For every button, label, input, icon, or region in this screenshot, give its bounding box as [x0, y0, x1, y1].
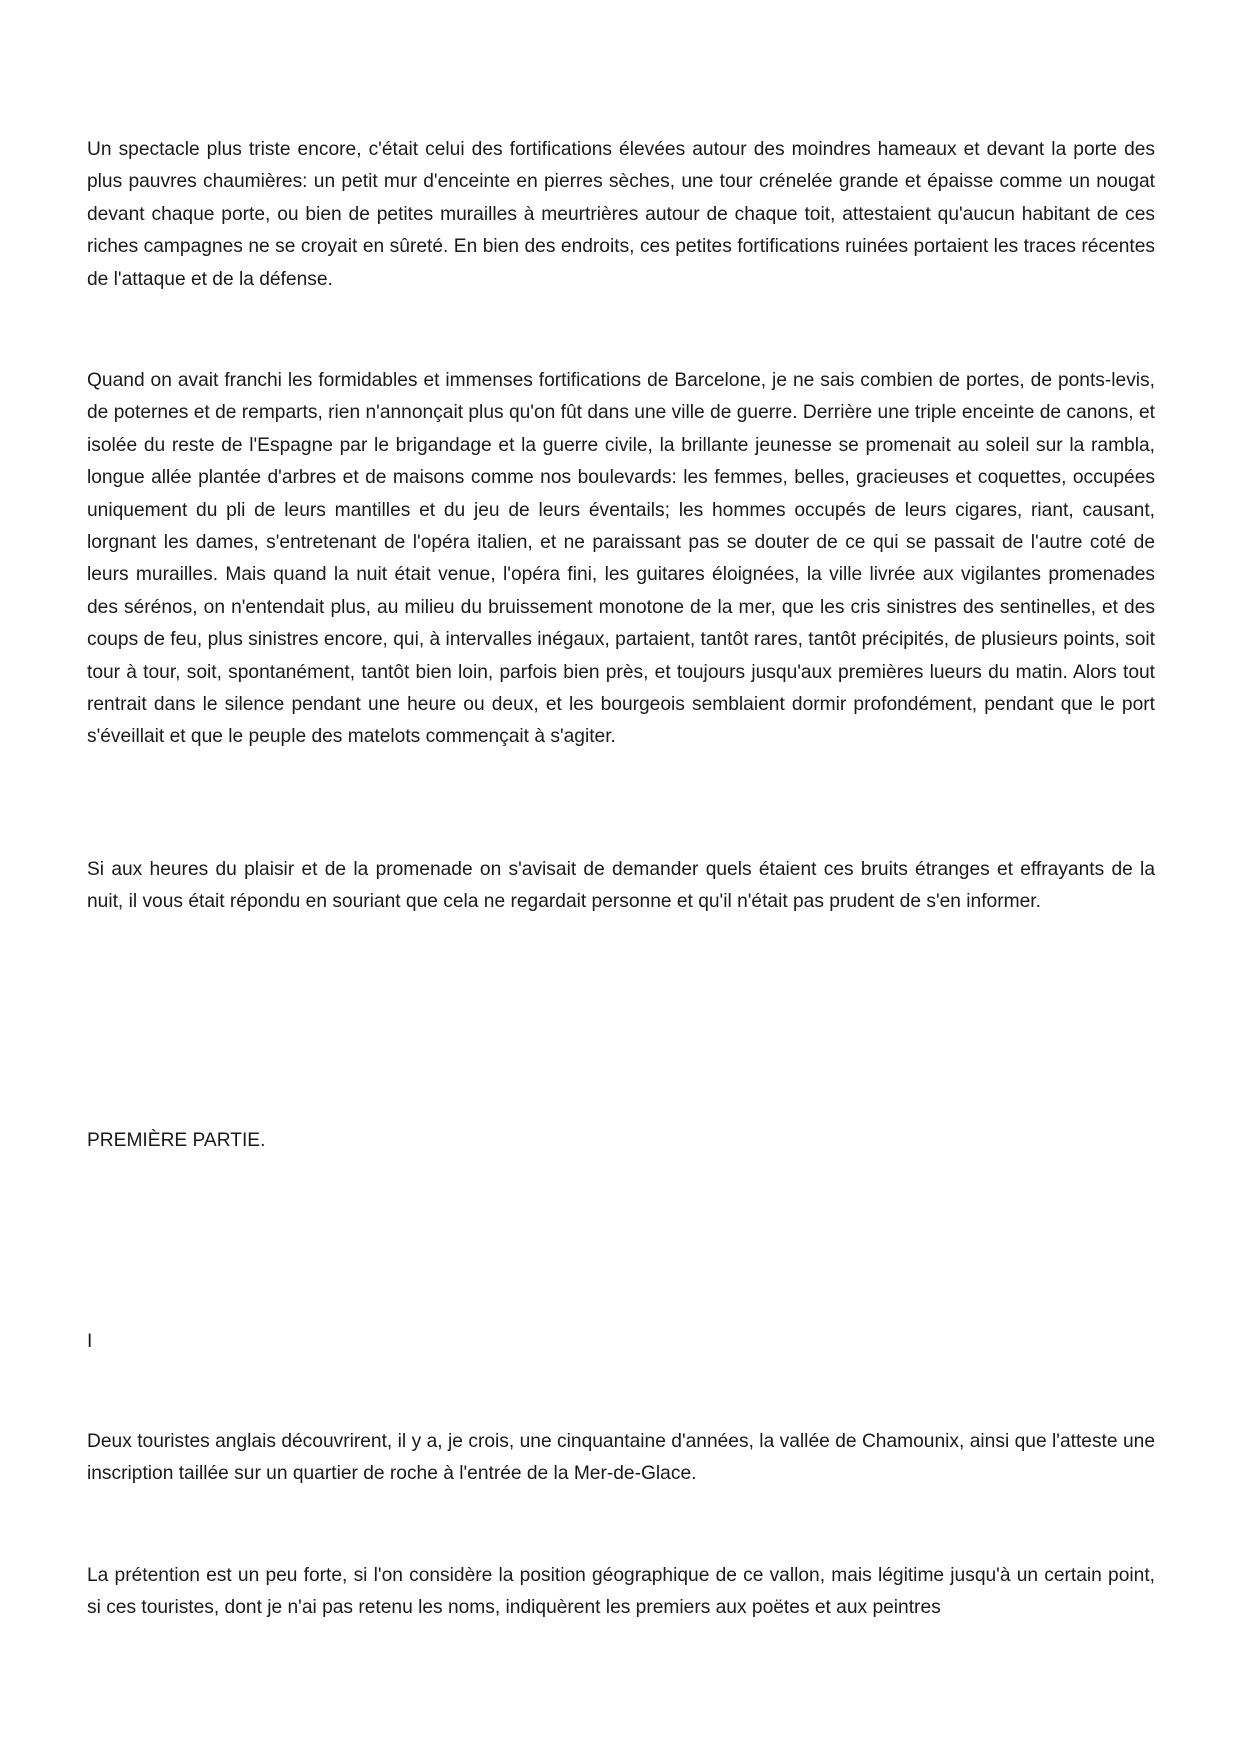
paragraph-bruits-nuit: Si aux heures du plaisir et de la promenade on s'avisait de demander quels étaient ces bruits étranges et effrayants de la nuit, il vous était répondu en souriant que cela ne regardait personne et qu'il n'était pas prudent de s'en informer.: [87, 859, 1155, 913]
paragraph-chamounix: Deux touristes anglais découvrirent, il y a, je crois, une cinquantaine d'années, la vallée de Chamounix, ainsi que l'atteste une inscription taillée sur un quartier de roche à l'entrée de la Mer-de-Glace.: [87, 1431, 1155, 1485]
chapter-heading: I: [87, 1331, 93, 1352]
part-heading: PREMIÈRE PARTIE.: [87, 1130, 266, 1151]
paragraph-fortifications: Un spectacle plus triste encore, c'était celui des fortifications élevées autour des moindres hameaux et devant la porte des plus pauvres chaumières: un petit mur d'enceinte en pierres sèches, une tour crénelée grande et épaisse comme un nougat devant chaque porte, ou bien de petites murailles à meurtrières autour de chaque toit, attestaient qu'aucun habitant de ces riches campagnes ne se croyait en sûreté. En bien des endroits, ces petites fortifications ruinées portaient les traces récentes de l'attaque et de la défense.: [87, 139, 1155, 290]
paragraph-barcelone: Quand on avait franchi les formidables et immenses fortifications de Barcelone, je ne sais combien de portes, de ponts-levis, de poternes et de remparts, rien n'annonçait plus qu'on fût dans une ville de guerre. Derrière une triple enceinte de canons, et isolée du reste de l'Espagne par le brigandage et la guerre civile, la brillante jeunesse se promenait au soleil sur la rambla, longue allée plantée d'arbres et de maisons comme nos boulevards: les femmes, belles, gracieuses et coquettes, occupées uniquement du pli de leurs mantilles et du jeu de leurs éventails; les hommes occupés de leurs cigares, riant, causant, lorgnant les dames, s'entretenant de l'opéra italien, et ne paraissant pas se douter de ce qui se passait de l'autre coté de leurs murailles. Mais quand la nuit était venue, l'opéra fini, les guitares éloignées, la ville livrée aux vigilantes promenades des sérénos, on n'entendait plus, au milieu du bruissement monotone de la mer, que les cris sinistres des sentinelles, et des coups de feu, plus sinistres encore, qui, à intervalles inégaux, partaient, tantôt rares, tantôt précipités, de plusieurs points, soit tour à tour, soit, spontanément, tantôt bien loin, parfois bien près, et toujours jusqu'aux premières lueurs du matin. Alors tout rentrait dans le silence pendant une heure ou deux, et les bourgeois semblaient dormir profondément, pendant que le port s'éveillait et que le peuple des matelots commençait à s'agiter.: [87, 370, 1155, 748]
paragraph-pretention: La prétention est un peu forte, si l'on considère la position géographique de ce vallon, mais légitime jusqu'à un certain point, si ces touristes, dont je n'ai pas retenu les noms, indiquèrent les premiers aux poëtes et aux peintres: [87, 1565, 1155, 1619]
